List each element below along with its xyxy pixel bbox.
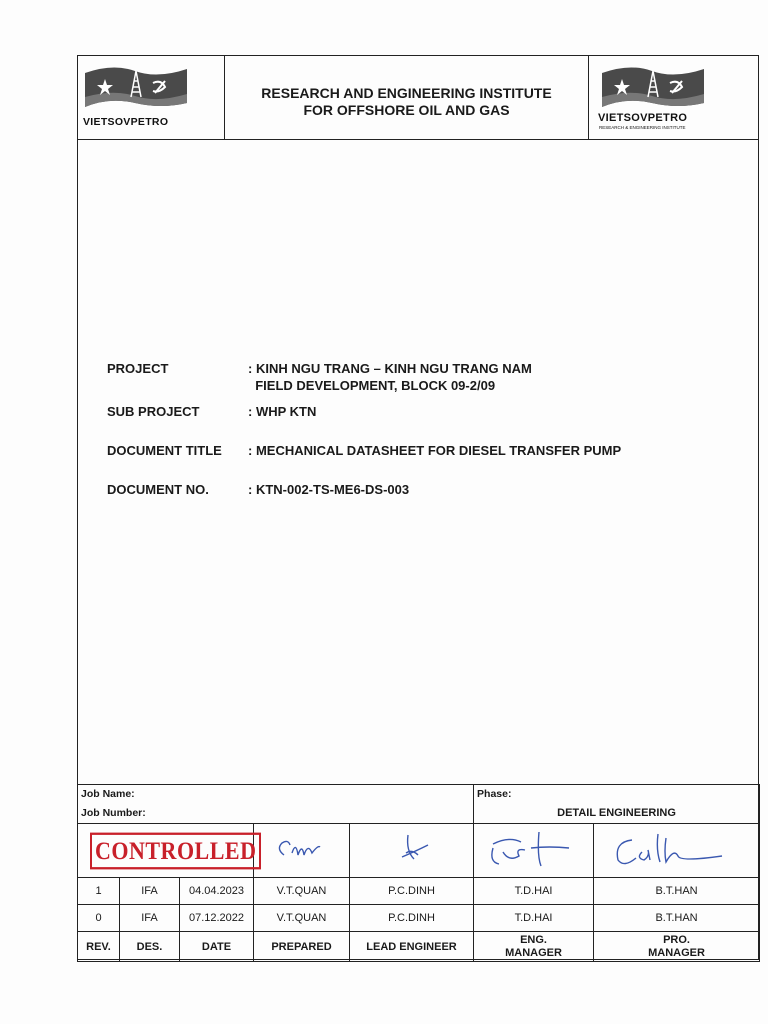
pro-manager-cell: B.T.HAN	[594, 905, 760, 932]
controlled-stamp: CONTROLLED	[90, 832, 261, 869]
project-label: PROJECT	[107, 361, 169, 376]
job-number-label: Job Number:	[78, 803, 474, 824]
lead-signature	[362, 829, 462, 869]
document-no-label: DOCUMENT NO.	[107, 482, 209, 497]
stamp-cell	[78, 824, 257, 878]
date-cell: 04.04.2023	[180, 878, 254, 905]
project-value: : KINH NGU TRANG – KINH NGU TRANG NAM FIELD DEVELOPMENT, BLOCK 09-2/09	[248, 361, 532, 393]
eng-manager-header-line-2: MANAGER	[505, 946, 562, 959]
prepared-signature	[262, 829, 342, 869]
prepared-cell: V.T.QUAN	[254, 878, 350, 905]
logo-text: VIETSOVPETRO	[598, 112, 688, 124]
lead-engineer-header: LEAD ENGINEER	[350, 932, 474, 962]
rev-cell: 1	[78, 878, 120, 905]
rev-cell: 0	[78, 905, 120, 932]
eng-manager-header-line-1: ENG.	[520, 933, 547, 946]
date-header: DATE	[180, 932, 254, 962]
eng-manager-signature	[479, 826, 589, 872]
rev-header: REV.	[78, 932, 120, 962]
pro-manager-signature	[602, 826, 752, 872]
document-title-value: : MECHANICAL DATASHEET FOR DIESEL TRANSFER PUMP	[248, 443, 622, 458]
institute-line-2: FOR OFFSHORE OIL AND GAS	[303, 102, 510, 118]
prepared-cell: V.T.QUAN	[254, 905, 350, 932]
date-cell: 07.12.2022	[180, 905, 254, 932]
revision-table	[77, 784, 760, 962]
pro-manager-header-line-1: PRO.	[663, 933, 690, 946]
logo-cell-right	[588, 55, 759, 140]
pro-manager-header	[594, 932, 760, 962]
pro-manager-cell: B.T.HAN	[594, 878, 760, 905]
lead-engineer-cell: P.C.DINH	[350, 905, 474, 932]
des-cell: IFA	[120, 905, 180, 932]
des-cell: IFA	[120, 878, 180, 905]
logo-subtext: RESEARCH & ENGINEERING INSTITUTE	[599, 125, 686, 130]
sub-project-label: SUB PROJECT	[107, 404, 200, 419]
pro-manager-signature-cell	[594, 824, 760, 878]
eng-manager-cell: T.D.HAI	[474, 878, 594, 905]
institute-title	[225, 55, 588, 140]
des-header: DES.	[120, 932, 180, 962]
institute-line-1: RESEARCH AND ENGINEERING INSTITUTE	[261, 85, 552, 101]
logo-cell-left	[77, 55, 225, 140]
eng-manager-signature-cell	[474, 824, 594, 878]
sub-project-value: : WHP KTN	[248, 404, 317, 419]
prepared-signature-cell	[254, 824, 350, 878]
pro-manager-header-line-2: MANAGER	[648, 946, 705, 959]
prepared-header: PREPARED	[254, 932, 350, 962]
vietsovpetro-logo	[83, 63, 189, 113]
lead-engineer-cell: P.C.DINH	[350, 878, 474, 905]
eng-manager-cell: T.D.HAI	[474, 905, 594, 932]
vietsovpetro-logo	[597, 63, 709, 113]
logo-text: VIETSOVPETRO	[83, 116, 169, 128]
document-title-label: DOCUMENT TITLE	[107, 443, 222, 458]
job-name-label: Job Name:	[78, 785, 474, 803]
phase-value: DETAIL ENGINEERING	[474, 803, 760, 824]
document-no-value: : KTN-002-TS-ME6-DS-003	[248, 482, 410, 497]
eng-manager-header	[474, 932, 594, 962]
phase-label: Phase:	[474, 785, 760, 803]
lead-signature-cell	[350, 824, 474, 878]
